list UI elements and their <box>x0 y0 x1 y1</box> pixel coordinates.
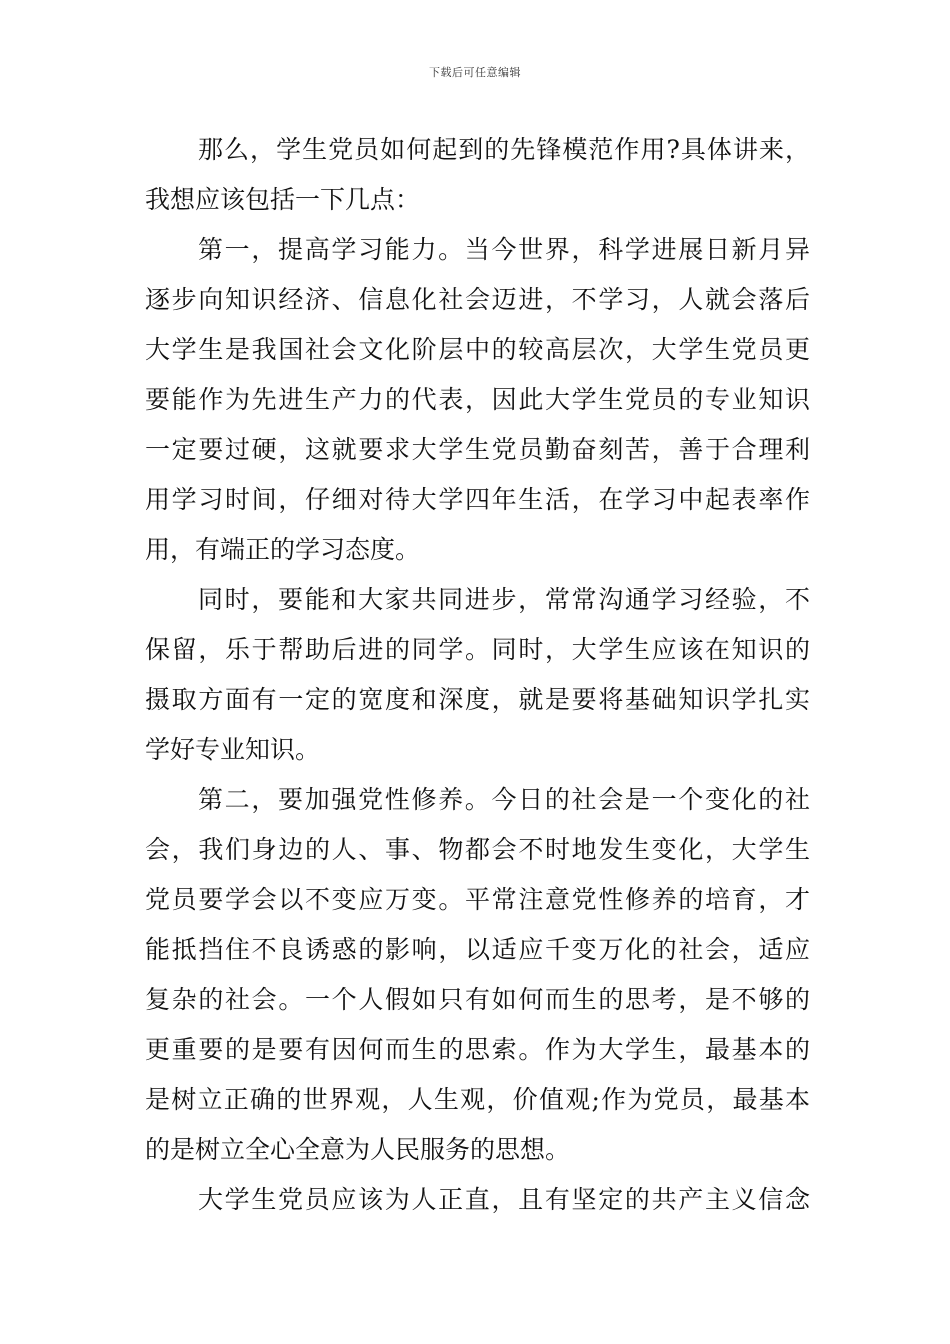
text-line: 逐步向知识经济、信息化社会迈进，不学习，人就会落后 <box>145 285 810 314</box>
page-header: 下载后可任意编辑 <box>429 66 521 79</box>
text-line: 第二，要加强党性修养。今日的社会是一个变化的社 <box>198 785 810 814</box>
text-line: 用学习时间，仔细对待大学四年生活，在学习中起表率作 <box>145 485 810 514</box>
text-line: 会，我们身边的人、事、物都会不时地发生变化，大学生 <box>145 835 810 864</box>
text-line: 大学生党员应该为人正直，且有坚定的共产主义信念 <box>198 1185 810 1214</box>
text-line: 能抵挡住不良诱惑的影响，以适应千变万化的社会，适应 <box>145 935 810 964</box>
text-line: 第一，提高学习能力。当今世界，科学进展日新月异 <box>198 235 810 264</box>
paragraph <box>145 575 810 775</box>
text-line: 用，有端正的学习态度。 <box>145 535 421 564</box>
text-line: 党员要学会以不变应万变。平常注意党性修养的培育，才 <box>145 885 810 914</box>
text-line: 我想应该包括一下几点： <box>145 185 421 214</box>
text-line: 是树立正确的世界观，人生观，价值观;作为党员，最基本 <box>145 1085 810 1114</box>
paragraph <box>145 125 810 225</box>
text-line: 更重要的是要有因何而生的思索。作为大学生，最基本的 <box>145 1035 810 1064</box>
paragraph <box>145 775 810 1175</box>
text-line: 复杂的社会。一个人假如只有如何而生的思考，是不够的 <box>145 985 810 1014</box>
text-line: 同时，要能和大家共同进步，常常沟通学习经验，不 <box>198 585 810 614</box>
text-line: 一定要过硬，这就要求大学生党员勤奋刻苦，善于合理利 <box>145 435 810 464</box>
paragraph <box>145 225 810 575</box>
text-line: 大学生是我国社会文化阶层中的较高层次，大学生党员更 <box>145 335 810 364</box>
text-line: 要能作为先进生产力的代表，因此大学生党员的专业知识 <box>145 385 810 414</box>
paragraph <box>145 1175 810 1225</box>
document-body <box>145 125 810 1225</box>
text-line: 摄取方面有一定的宽度和深度，就是要将基础知识学扎实 <box>145 685 810 714</box>
text-line: 学好专业知识。 <box>145 735 321 764</box>
text-line: 保留，乐于帮助后进的同学。同时，大学生应该在知识的 <box>145 635 810 664</box>
text-line: 的是树立全心全意为人民服务的思想。 <box>145 1135 571 1164</box>
text-line: 那么，学生党员如何起到的先锋模范作用?具体讲来， <box>198 135 810 164</box>
